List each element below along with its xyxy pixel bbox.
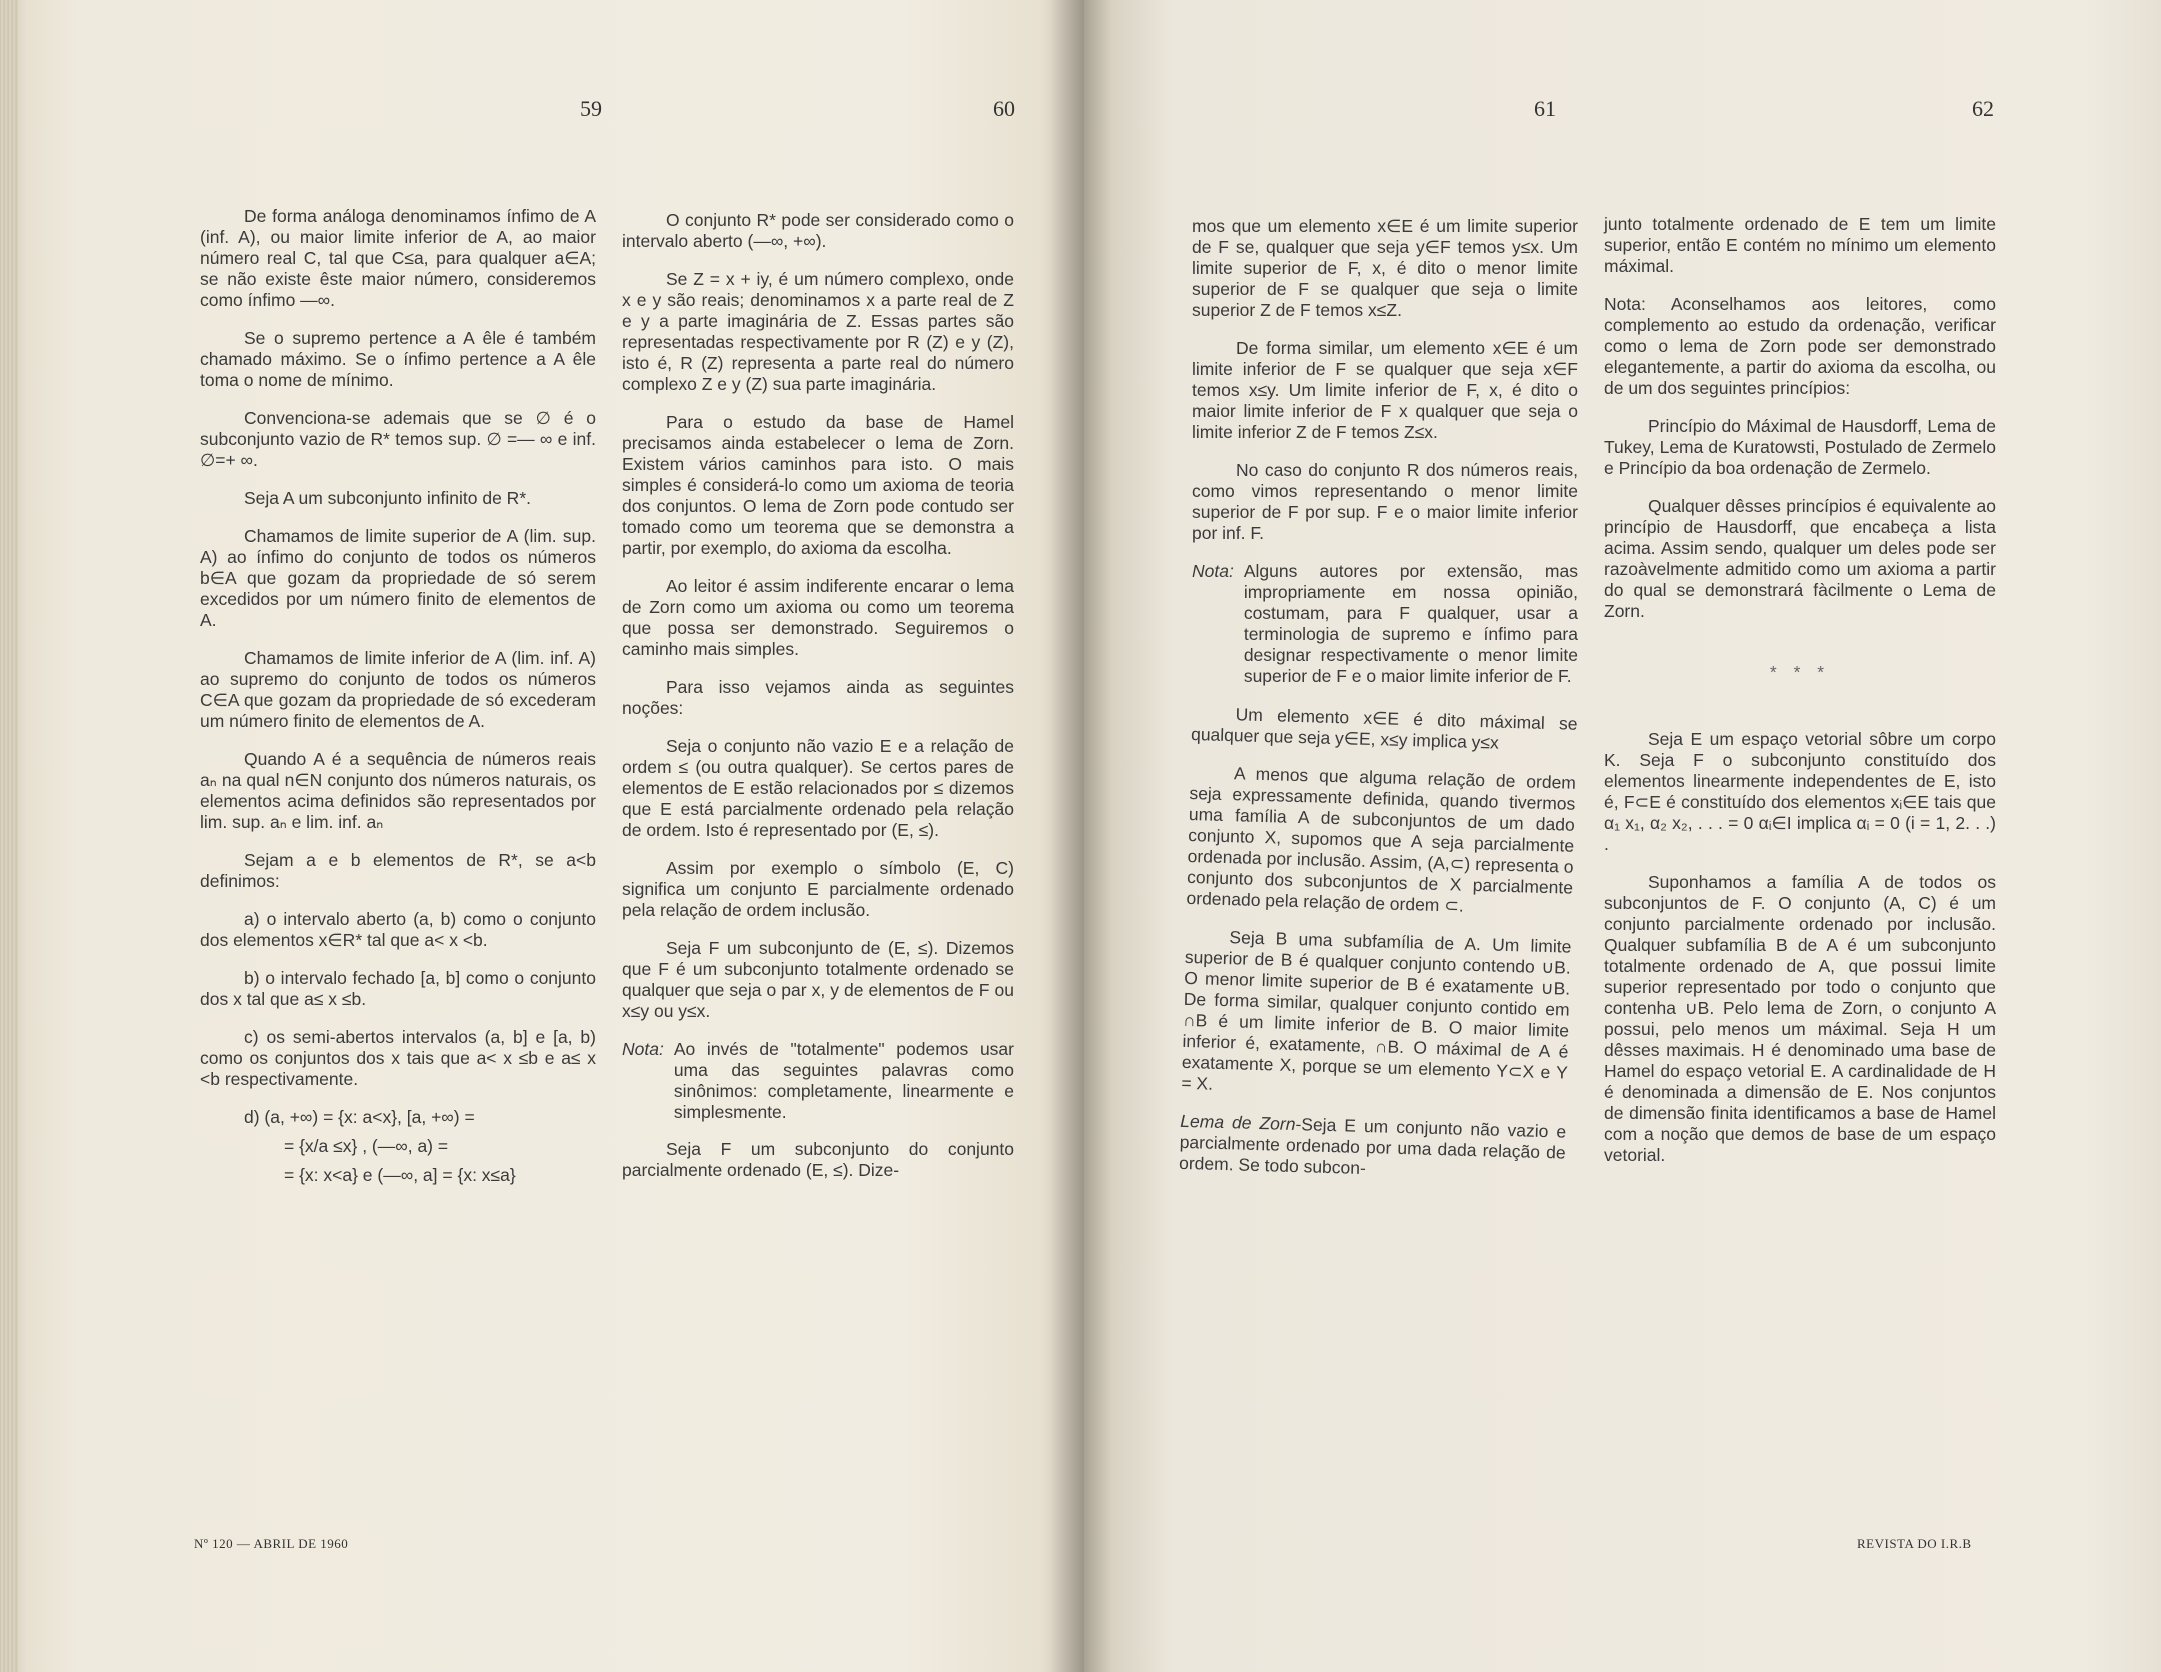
paragraph: Seja E um espaço vetorial sôbre um corpo K. Seja F o subconjunto constituído dos elementos linearmente independentes de E, isto é, F⊂E é constituído dos elementos xᵢ∈E tais que α₁ x₁, α₂ x₂, . . . = 0 αᵢ∈I implica αᵢ = 0 (i = 1, 2. . .) . — [1604, 729, 1996, 854]
paragraph: Convenciona-se ademais que se ∅ é o subconjunto vazio de R* temos sup. ∅ =— ∞ e inf. ∅=+ ∞. — [200, 408, 596, 470]
footer-journal: REVISTA DO I.R.B — [1857, 1536, 1972, 1551]
paragraph: A menos que alguma relação de ordem seja expressamente definida, quando tivermos uma família A de subconjuntos de um dado conjunto X, supomos que A seja parcialmente ordenada por inclusão. Assim, (A,⊂) representa o conjunto dos subconjuntos de X parcialmente ordenado pela relação de ordem ⊂. — [1186, 763, 1577, 916]
paragraph: Seja o conjunto não vazio E e a relação de ordem ≤ (ou outra qualquer). Se certos pares de elementos de E estão relacionados por ≤ dizemos que E está parcialmente ordenado pela relação de ordem. Isto é representado por (E, ≤). — [622, 736, 1014, 840]
paragraph: Para o estudo da base de Hamel precisamos ainda estabelecer o lema de Zorn. Existem vários caminhos para isto. O mais simples é considerá-lo como um axioma de teoria dos conjuntos. O lema de Zorn pode contudo ser tomado como um teorema que se demonstra a partir, por exemplo, do axioma da escolha. — [622, 412, 1014, 558]
zorn-paragraph — [1179, 1111, 1567, 1185]
right-page — [1084, 0, 2161, 1672]
page-number-59: 59 — [580, 96, 602, 121]
note-block — [1192, 561, 1578, 687]
page-62-column — [1604, 214, 1996, 1183]
paragraph: c) os semi-abertos intervalos (a, b] e [a, b) como os conjuntos dos x tais que a< x ≤b e a≤ x <b respectivamente. — [200, 1027, 596, 1089]
page-number-60: 60 — [993, 96, 1015, 121]
page-61-column — [1178, 216, 1578, 1191]
paragraph: mos que um elemento x∈E é um limite superior de F se, qualquer que seja y∈F temos y≤x. Um limite superior de F, x, é dito o menor limite superior de F se qualquer que seja o limite superior Z de F temos x≤Z. — [1192, 216, 1578, 320]
paragraph: Seja F um subconjunto de (E, ≤). Dizemos que F é um subconjunto totalmente ordenado se qualquer que seja o par x, y de elementos de F ou x≤y ou y≤x. — [622, 938, 1014, 1021]
paragraph: De forma similar, um elemento x∈E é um limite inferior de F se qualquer que seja x∈F temos x≤y. Um limite inferior de F, x, é dito o maior limite inferior de F x qualquer que seja o limite inferior Z de F temos Z≤x. — [1192, 338, 1578, 442]
paragraph: Assim por exemplo o símbolo (E, C) significa um conjunto E parcialmente ordenado pela relação de ordem inclusão. — [622, 858, 1014, 920]
note-text: Alguns autores por extensão, mas impropriamente em nossa opinião, costumam, para F qualquer, usar a terminologia de supremo e ínfimo para designar respectivamente o menor limite superior de F e o maior limite inferior de F. — [1243, 561, 1578, 686]
paragraph: Qualquer dêsses princípios é equivalente ao princípio de Hausdorff, que encabeça a lista acima. Assim sendo, qualquer um deles pode ser razoàvelmente admitido como um axioma a partir do qual se demonstrará fàcilmente o Lema de Zorn. — [1604, 496, 1996, 621]
page-60-column — [622, 210, 1014, 1198]
paragraph: Princípio do Máximal de Hausdorff, Lema de Tukey, Lema de Kuratowsti, Postulado de Zermelo e Princípio da boa ordenação de Zermelo. — [1604, 416, 1996, 478]
formula-line: d) (a, +∞) = {x: a<x}, [a, +∞) = — [244, 1107, 475, 1127]
note-label: Nota: — [1192, 561, 1234, 581]
formula-line: = {x: x<a} e (—∞, a] = {x: x≤a} — [284, 1165, 516, 1185]
paragraph: Chamamos de limite inferior de A (lim. inf. A) ao supremo do conjunto de todos os números C∈A que gozam da propriedade de só excederam um número finito de elementos de A. — [200, 648, 596, 731]
note-label: Nota: — [622, 1039, 664, 1059]
interval-formula — [200, 1107, 596, 1186]
paragraph: junto totalmente ordenado de E tem um limite superior, então E contém no mínimo um elemento máximal. — [1604, 214, 1996, 276]
zorn-text: -Seja E um conjunto não vazio e parcialmente ordenado por uma dada relação de ordem. Se todo subcon- — [1178, 1114, 1567, 1179]
note-paragraph: Nota: Aconselhamos aos leitores, como complemento ao estudo da ordenação, verificar como o lema de Zorn pode ser demonstrado elegantemente, a partir do axioma da escolha, ou de um dos seguintes princípios: — [1604, 294, 1996, 398]
paragraph: Para isso vejamos ainda as seguintes noções: — [622, 677, 1014, 718]
paragraph: Quando A é a sequência de números reais aₙ na qual n∈N conjunto dos números naturais, os elementos acima definidos são representados por lim. sup. aₙ e lim. inf. aₙ — [200, 749, 596, 832]
page-number-62: 62 — [1972, 96, 1994, 121]
paragraph: Se Z = x + iy, é um número complexo, onde x e y são reais; denominamos x a parte real de Z e y a parte imaginária de Z. Essas partes são representadas respectivamente por R (Z) e y (Z), isto é, R (Z) representa a parte real do número complexo Z e y (Z) sua parte imaginária. — [622, 269, 1014, 394]
paragraph: Seja A um subconjunto infinito de R*. — [244, 488, 531, 508]
paragraph: Suponhamos a família A de todos os subconjuntos de F. O conjunto (A, C) é um conjunto parcialmente ordenado por inclusão. Qualquer subfamília B de A é um subconjunto totalmente ordenado de A, que possui limite superior representado por todo o conjunto que contenha ∪B. Pelo lema de Zorn, o conjunto A possui, pelo menos um máximal. Seja H um dêsses maximais. H é denominado uma base de Hamel do espaço vetorial E. A cardinalidade de H é denominada a dimensão de E. Nos conjuntos de dimensão finita identificamos a base de Hamel com a noção que demos de base de um espaço vetorial. — [1604, 872, 1996, 1165]
paragraph: Ao leitor é assim indiferente encarar o lema de Zorn como um axioma ou como um teorema que possa ser demonstrado. Seguiremos o caminho mais simples. — [622, 576, 1014, 659]
tilted-text-block — [1179, 703, 1578, 1185]
paragraph: Seja B uma subfamília de A. Um limite superior de B é qualquer conjunto contendo ∪B. O menor limite superior de B é exatamente ∪B. De forma similar, qualquer conjunto contido em ∩B é um limite inferior de B. O maior limite inferior é, exatamente, ∩B. O máximal de A é exatamente X, porque se um elemento Y⊂X e Y = X. — [1181, 927, 1572, 1094]
page-59-column — [200, 206, 596, 1186]
paragraph: De forma análoga denominamos ínfimo de A (inf. A), ou maior limite inferior de A, ao maior número real C, tal que C≤a, para qualquer a∈A; se não existe êste maior número, consideremos como ínfimo —∞. — [200, 206, 596, 310]
page-edge-stack — [0, 0, 18, 1672]
paragraph: Chamamos de limite superior de A (lim. sup. A) ao ínfimo do conjunto de todos os números b∈A que gozam da propriedade de só serem excedidos por um número finito de elementos de A. — [200, 526, 596, 630]
paragraph: b) o intervalo fechado [a, b] como o conjunto dos x tal que a≤ x ≤b. — [200, 968, 596, 1009]
formula-line: = {x/a ≤x} , (—∞, a) = — [284, 1136, 449, 1156]
footer-issue: Nº 120 — ABRIL DE 1960 — [194, 1536, 349, 1551]
paragraph: No caso do conjunto R dos números reais, como vimos representando o menor limite superior de F por sup. F e o maior limite inferior por inf. F. — [1192, 460, 1578, 543]
paragraph: Sejam a e b elementos de R*, se a<b definimos: — [200, 850, 596, 891]
paragraph: O conjunto R* pode ser considerado como o intervalo aberto (—∞, +∞). — [622, 210, 1014, 251]
zorn-label: Lema de Zorn — [1180, 1110, 1296, 1135]
paragraph: Se o supremo pertence a A êle é também chamado máximo. Se o ínfimo pertence a A êle toma o nome de mínimo. — [200, 328, 596, 390]
section-separator: * * * — [1769, 662, 1831, 682]
note-text: Ao invés de "totalmente" podemos usar uma das seguintes palavras como sinônimos: completamente, linearmente e simplesmente. — [673, 1039, 1014, 1122]
paragraph: Seja F um subconjunto do conjunto parcialmente ordenado (E, ≤). Dize- — [622, 1139, 1014, 1180]
gutter-shadow — [1040, 0, 1084, 1672]
paragraph: Um elemento x∈E é dito máximal se qualquer que seja y∈E, x≤y implica y≤x — [1190, 704, 1578, 753]
paragraph: a) o intervalo aberto (a, b) como o conjunto dos elementos x∈R* tal que a< x <b. — [200, 909, 596, 950]
note-block — [622, 1039, 1014, 1123]
page-number-61: 61 — [1534, 96, 1556, 121]
